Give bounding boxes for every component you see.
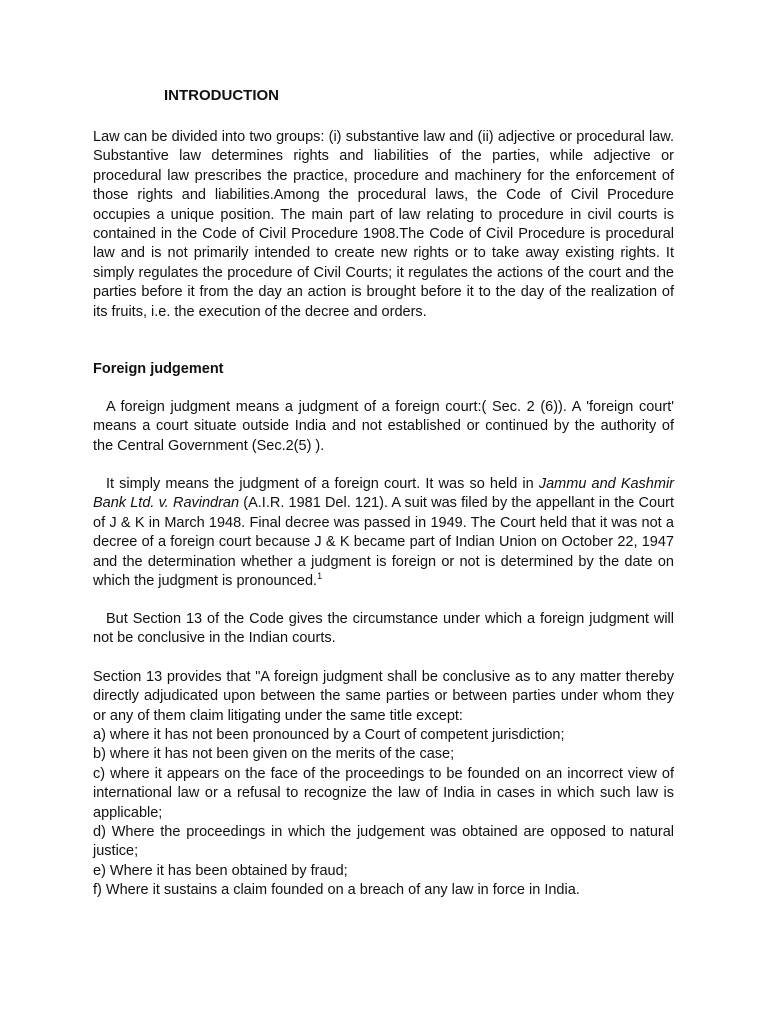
case-paragraph: [93, 475, 674, 591]
section13-intro-paragraph: But Section 13 of the Code gives the circumstance under which a foreign judgment will not be conclusive in the Indian courts.: [93, 611, 674, 647]
list-item: f) Where it sustains a claim founded on a breach of any law in force in India.: [93, 882, 580, 899]
case-text-before: It simply means the judgment of a foreign court. It was so held in: [106, 476, 539, 492]
list-item: b) where it has not been given on the merits of the case;: [93, 746, 455, 763]
list-item: e) Where it has been obtained by fraud;: [93, 862, 348, 879]
section-heading: Foreign judgement: [93, 361, 224, 377]
footnote-marker[interactable]: 1: [317, 571, 323, 582]
list-item: d) Where the proceedings in which the judgement was obtained are opposed to natural justice;: [93, 824, 674, 860]
case-name: Jammu and Kashmir Bank Ltd. v. Ravindran: [93, 476, 675, 512]
list-item: a) where it has not been pronounced by a Court of competent jurisdiction;: [93, 727, 565, 743]
exceptions-list: [93, 726, 674, 901]
definition-paragraph: A foreign judgment means a judgment of a foreign court:( Sec. 2 (6)). A 'foreign court' means a court situate outside India and not established or continued by the authority of the Central Government (Sec.2(5) ).: [93, 399, 674, 454]
page-title: INTRODUCTION: [164, 87, 279, 104]
intro-paragraph: Law can be divided into two groups: (i) substantive law and (ii) adjective or procedural law. Substantive law determines rights and liabilities of the parties, while adjective or procedural law prescribes the practice, procedure and machinery for the enforcement of those rights and liabilities.Among the procedural laws, the Code of Civil Procedure occupies a unique position. The main part of law relating to procedure in civil courts is contained in the Code of Civil Procedure 1908.The Code of Civil Procedure is procedural law and is not primarily intended to create new rights or to take away existing rights. It simply regulates the procedure of Civil Courts; it regulates the actions of the court and the parties before it from the day an action is brought before it to the day of the realization of its fruits, i.e. the execution of the decree and orders.: [93, 129, 674, 320]
case-text-after: (A.I.R. 1981 Del. 121). A suit was filed by the appellant in the Court of J & K in March 1948. Final decree was passed in 1949. The Court held that it was not a decree of a foreign court because J & K became part of Indian Union on October 22, 1947 and the determination whether a judgment is foreign or not is determined by the date on which the judgment is pronounced.: [93, 495, 675, 590]
section13-provides-paragraph: Section 13 provides that "A foreign judgment shall be conclusive as to any matter thereby directly adjudicated upon between the same parties or between parties under whom they or any of them claim litigating under the same title except:: [93, 669, 674, 724]
list-item: c) where it appears on the face of the proceedings to be founded on an incorrect view of international law or a refusal to recognize the law of India in cases in which such law is applicable;: [93, 765, 674, 821]
